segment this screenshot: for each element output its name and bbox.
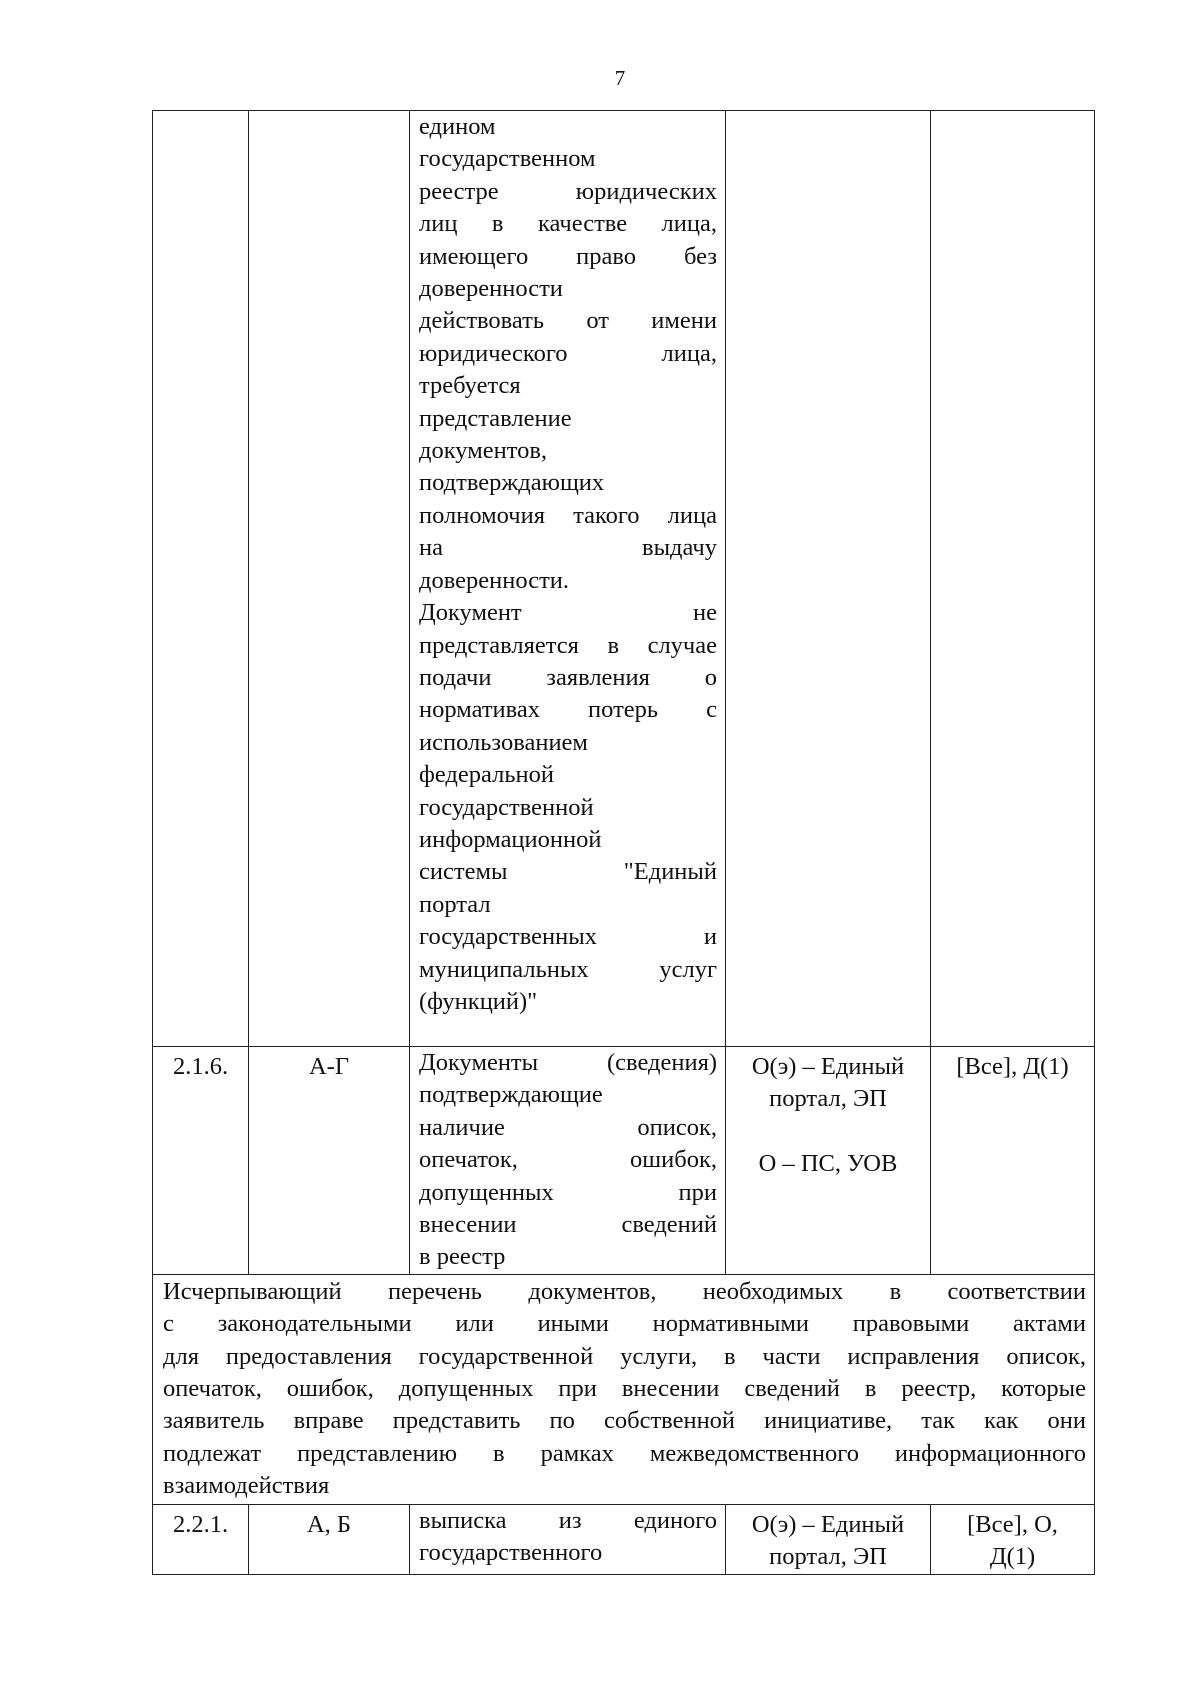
description-line: юридического лица, (419, 339, 717, 367)
description-line: в реестр (419, 1243, 506, 1271)
table-row-2-2-1 (153, 1504, 1095, 1574)
description-line: Документ не (419, 599, 717, 627)
description-line: муниципальных услуг (419, 955, 717, 983)
description-line: наличие описок, (419, 1113, 717, 1141)
description-line: лиц в качестве лица, (419, 210, 717, 238)
description-line: государственной (419, 793, 594, 821)
description-line: полномочия такого лица (419, 501, 717, 529)
section-header-line: с законодательными или иными нормативными правовыми актами (163, 1310, 1086, 1338)
description-line: подтверждающих (419, 469, 605, 497)
document-table (152, 110, 1095, 1575)
cell-description (410, 1047, 726, 1275)
description-line: представление (419, 404, 572, 432)
description-line: едином (419, 113, 496, 140)
description-line: доверенности. (419, 566, 570, 594)
description-line: выписка из единого (419, 1506, 717, 1534)
section-header-line: опечаток, ошибок, допущенных при внесении сведений в реестр, которые (163, 1375, 1086, 1403)
cell-description (410, 111, 726, 1047)
description-line: использованием (419, 728, 588, 756)
section-header-row (153, 1274, 1095, 1504)
description-line: представляется в случае (419, 631, 717, 659)
cell-category (249, 111, 410, 1047)
section-header-line: для предоставления государственной услуги, в части исправления описок, (163, 1342, 1086, 1370)
description-line: системы "Единый (419, 858, 717, 886)
description-line: реестре юридических (419, 177, 717, 205)
description-line: допущенных при (419, 1178, 717, 1206)
description-line: информационной (419, 825, 602, 853)
cell-condition (931, 1504, 1095, 1574)
description-line: нормативах потерь с (419, 696, 717, 724)
section-header-line: Исчерпывающий перечень документов, необходимых в соответствии (163, 1277, 1086, 1305)
cell-description (410, 1504, 726, 1574)
description-line: требуется (419, 372, 521, 400)
cell-condition (931, 111, 1095, 1047)
description-line: Документы (сведения) (419, 1049, 717, 1076)
description-line: действовать от имени (419, 307, 717, 335)
form-line: О(э) – Единый (751, 1510, 905, 1538)
condition-line: [Все], О, (967, 1510, 1058, 1538)
table-row-2-1-6 (153, 1047, 1095, 1275)
description-line: на выдачу (419, 534, 717, 562)
table-row-continued (153, 111, 1095, 1047)
section-header (153, 1274, 1095, 1504)
cell-condition: [Все], Д(1) (931, 1047, 1095, 1275)
section-header-line: взаимодействия (163, 1472, 330, 1500)
description-line: подачи заявления о (419, 663, 717, 691)
description-line: подтверждающие (419, 1081, 603, 1109)
description-line: государственных и (419, 923, 717, 951)
cell-form (726, 1047, 931, 1275)
cell-form (726, 111, 931, 1047)
description-line: государственном (419, 145, 596, 173)
condition-line: Д(1) (989, 1543, 1036, 1571)
page-number: 7 (614, 66, 626, 90)
cell-category: А-Г (249, 1047, 410, 1275)
description-line: доверенности (419, 275, 563, 303)
section-header-line: подлежат представлению в рамках межведомственного информационного (163, 1439, 1086, 1467)
section-header-line: заявитель вправе представить по собственной инициативе, так как они (163, 1407, 1086, 1435)
description-line: федеральной (419, 761, 554, 789)
form-line: О(э) – Единый (751, 1053, 905, 1080)
description-line: внесении сведений (419, 1211, 717, 1239)
cell-number: 2.1.6. (153, 1047, 249, 1275)
description-line: документов, (419, 437, 548, 465)
cell-category: А, Б (249, 1504, 410, 1574)
form-line: портал, ЭП (769, 1543, 887, 1571)
form-line: О – ПС, УОВ (758, 1149, 898, 1177)
description-line: опечаток, ошибок, (419, 1146, 717, 1174)
cell-number: 2.2.1. (153, 1504, 249, 1574)
description-line: имеющего право без (419, 242, 717, 270)
description-line: государственного (419, 1539, 603, 1567)
form-line: портал, ЭП (769, 1085, 887, 1113)
cell-number (153, 111, 249, 1047)
cell-form (726, 1504, 931, 1574)
description-line: портал (419, 890, 491, 918)
description-line: (функций)" (419, 987, 538, 1015)
